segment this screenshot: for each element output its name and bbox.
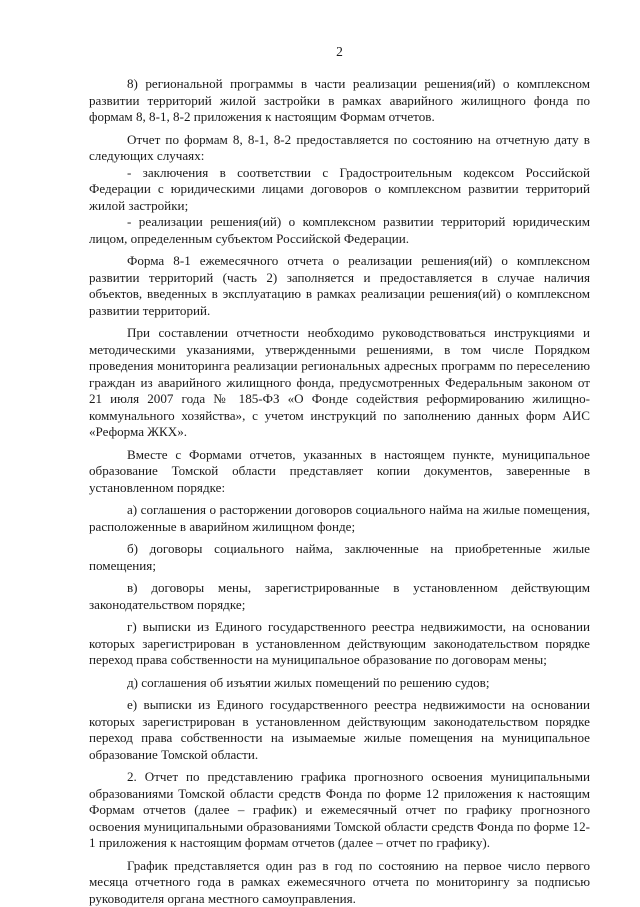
paragraph-item-8: 8) региональной программы в части реализации решения(ий) о комплексном развитии территорий жилой застройки в рамках аварийного жилищного фонда по формам 8, 8-1, 8-2 приложения к настоящим Формам отчетов.: [89, 76, 590, 126]
list-item-e: е) выписки из Единого государственного реестра недвижимости на основании которых зарегистрирован в установленном действующим законодательством порядке переход права собственности на изымаемые жилые помещения на муниципальное образование Томской области.: [89, 697, 590, 763]
list-item-g: г) выписки из Единого государственного реестра недвижимости, на основании которых зарегистрирован в установленном действующим законодательством порядке переход права собственности на муниципальное образование по договорам мены;: [89, 619, 590, 669]
list-item-b: б) договоры социального найма, заключенные на приобретенные жилые помещения;: [89, 541, 590, 574]
list-item-d: д) соглашения об изъятии жилых помещений по решению судов;: [89, 675, 590, 692]
list-item-v: в) договоры мены, зарегистрированные в установленном действующим законодательством порядке;: [89, 580, 590, 613]
paragraph-case-contracts: - заключения в соответствии с Градостроительным кодексом Российской Федерации с юридическими лицами договоров о комплексном развитии территорий жилой застройки;: [89, 165, 590, 215]
paragraph-document-copies: Вместе с Формами отчетов, указанных в настоящем пункте, муниципальное образование Томской области представляет копии документов, заверенные в установленном порядке:: [89, 447, 590, 497]
paragraph-report-cases: Отчет по формам 8, 8-1, 8-2 предоставляется по состоянию на отчетную дату в следующих случаях:: [89, 132, 590, 165]
page-number: 2: [89, 44, 590, 60]
list-item-a: а) соглашения о расторжении договоров социального найма на жилые помещения, расположенные в аварийном жилищном фонде;: [89, 502, 590, 535]
paragraph-case-decisions: - реализации решения(ий) о комплексном развитии территорий юридическим лицом, определенным субъектом Российской Федерации.: [89, 214, 590, 247]
paragraph-section-2: 2. Отчет по представлению графика прогнозного освоения муниципальными образованиями Томской области средств Фонда по форме 12 приложения к настоящим Формам отчетов (далее – график) и ежемесячный отчет по графику прогнозного освоения муниципальными образованиями Томской области средств Фонда по форме 12-1 приложения к настоящим формам отчетов (далее – отчет по графику).: [89, 769, 590, 852]
paragraph-schedule-submission: График представляется один раз в год по состоянию на первое число первого месяца отчетного года в рамках ежемесячного отчета по мониторингу за подписью руководителя органа местного самоуправления.: [89, 858, 590, 907]
paragraph-form-8-1: Форма 8-1 ежемесячного отчета о реализации решения(ий) о комплексном развитии территорий (часть 2) заполняется и предоставляется в случае наличия объектов, введенных в эксплуатацию в рамках реализации решения(ий) о комплексном развитии территорий.: [89, 253, 590, 319]
paragraph-reporting-instructions: При составлении отчетности необходимо руководствоваться инструкциями и методическими указаниями, утвержденными решениями, в том числе Порядком проведения мониторинга реализации региональных адресных программ по переселению граждан из аварийного жилищного фонда, предусмотренных Федеральным законом от 21 июля 2007 года № 185-ФЗ «О Фонде содействия реформированию жилищно-коммунального хозяйства», с учетом инструкций по заполнению данных форм АИС «Реформа ЖКХ».: [89, 325, 590, 441]
